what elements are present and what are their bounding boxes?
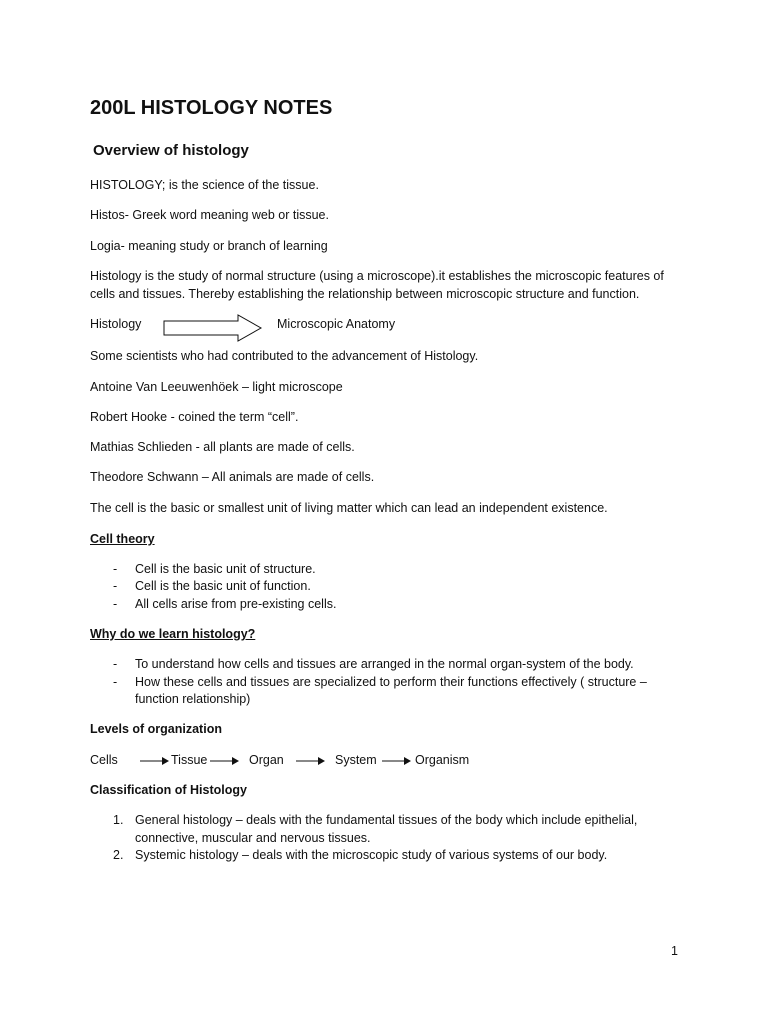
level-item-system: System (335, 753, 377, 767)
scientist-item: Mathias Schlieden - all plants are made of cells. (90, 440, 355, 454)
scientist-item: Antoine Van Leeuwenhöek – light microscope (90, 380, 343, 394)
level-item-organ: Organ (249, 753, 284, 767)
bullet-dash: - (113, 597, 118, 611)
cell-theory-item: All cells arise from pre-existing cells. (135, 597, 337, 611)
cell-theory-item: Cell is the basic unit of structure. (135, 562, 316, 576)
page-number: 1 (671, 944, 678, 958)
scientist-item: Theodore Schwann – All animals are made of cells. (90, 470, 375, 484)
arrow-right-icon (296, 755, 326, 767)
bullet-dash: - (113, 562, 118, 576)
bullet-dash: - (113, 657, 118, 671)
paragraph-histos: Histos- Greek word meaning web or tissue. (90, 208, 329, 222)
equivalence-right-label: Microscopic Anatomy (277, 317, 396, 331)
cell-definition: The cell is the basic or smallest unit of living matter which can lead an independent existence. (90, 501, 608, 515)
levels-heading: Levels of organization (90, 722, 222, 736)
scientist-item: Robert Hooke - coined the term “cell”. (90, 410, 299, 424)
paragraph-histology-definition: HISTOLOGY; is the science of the tissue. (90, 178, 319, 192)
arrow-right-icon (140, 755, 170, 767)
why-learn-heading: Why do we learn histology? (90, 627, 256, 641)
level-item-cells: Cells (90, 753, 118, 767)
classification-item-continuation: connective, muscular and nervous tissues. (135, 831, 371, 845)
paragraph-logia: Logia- meaning study or branch of learning (90, 239, 328, 253)
why-learn-item: How these cells and tissues are specialized to perform their functions effectively ( structure – (135, 675, 647, 689)
level-item-organism: Organism (415, 753, 470, 767)
paragraph-histology-study-line1: Histology is the study of normal structure (using a microscope).it establishes the microscopic features of (90, 269, 664, 283)
why-learn-item-continuation: function relationship) (135, 692, 251, 706)
level-item-tissue: Tissue (171, 753, 208, 767)
bullet-dash: - (113, 579, 118, 593)
section-heading-overview: Overview of histology (93, 142, 249, 159)
list-number: 1. (113, 813, 124, 827)
list-number: 2. (113, 848, 124, 862)
paragraph-histology-study-line2: cells and tissues. Thereby establishing the relationship between microscopic structure and function. (90, 287, 640, 301)
arrow-right-icon (210, 755, 240, 767)
cell-theory-item: Cell is the basic unit of function. (135, 579, 311, 593)
block-arrow-icon (163, 314, 263, 342)
equivalence-left-label: Histology (90, 317, 142, 331)
classification-item: General histology – deals with the fundamental tissues of the body which include epithelial, (135, 813, 638, 827)
cell-theory-heading: Cell theory (90, 532, 155, 546)
why-learn-item: To understand how cells and tissues are arranged in the normal organ-system of the body. (135, 657, 634, 671)
scientists-intro: Some scientists who had contributed to the advancement of Histology. (90, 349, 479, 363)
classification-heading: Classification of Histology (90, 783, 247, 797)
document-title: 200L HISTOLOGY NOTES (90, 97, 333, 119)
arrow-right-icon (382, 755, 412, 767)
classification-item: Systemic histology – deals with the microscopic study of various systems of our body. (135, 848, 608, 862)
bullet-dash: - (113, 675, 118, 689)
